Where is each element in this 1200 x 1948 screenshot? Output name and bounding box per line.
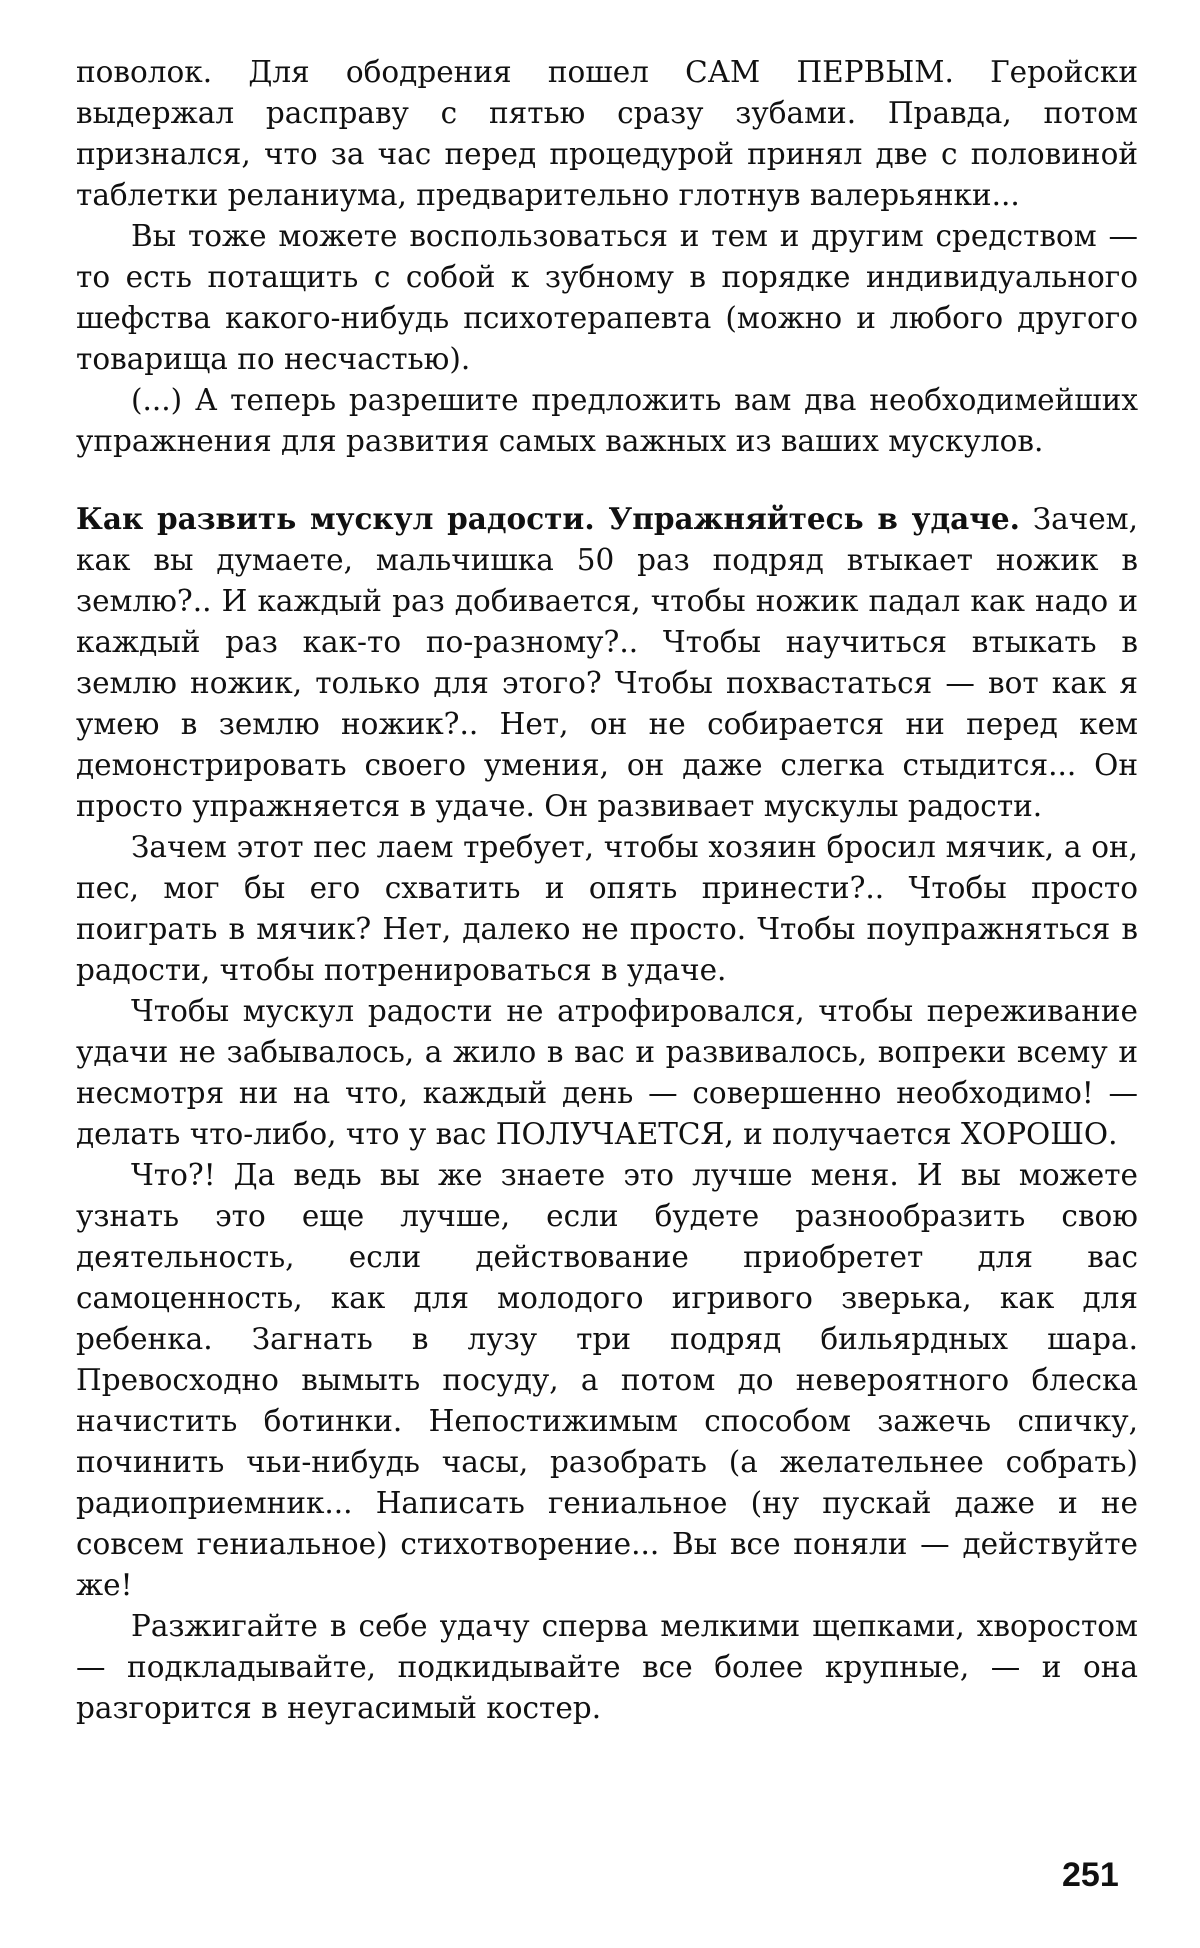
section-lead-text: Зачем, как вы думаете, мальчишка 50 раз подряд втыкает ножик в землю?.. И каждый раз добивается, чтобы ножик падал как надо и каждый раз как-то по-разному?.. Чтобы научиться втыкать в землю ножик, только для этого? Чтобы похвастаться — вот как я умею в землю ножик?.. Нет, он не собирается ни перед кем демонстрировать своего умения, он даже слегка стыдится... Он просто упражняется в удаче. Он развивает мускулы радости. xyxy=(76,502,1138,823)
section-paragraph-4: Разжигайте в себе удачу сперва мелкими щепками, хворостом — подкладывайте, подкидывайте все более крупные, — и она разгорится в неугасимый костер. xyxy=(76,1609,1138,1725)
paragraph-1: поволок. Для ободрения пошел САМ ПЕРВЫМ. Геройски выдержал расправу с пятью сразу зубами. Правда, потом признался, что за час перед процедурой принял две с половиной таблетки реланиума, предварительно глотнув валерьянки... xyxy=(76,55,1138,212)
paragraph-2: Вы тоже можете воспользоваться и тем и другим средством — то есть потащить с собой к зубному в порядке индивидуального шефства какого-нибудь психотерапевта (можно и любого другого товарища по несчастью). xyxy=(76,219,1138,376)
section-paragraph-1: Зачем этот пес лаем требует, чтобы хозяин бросил мячик, а он, пес, мог бы его схватить и опять принести?.. Чтобы просто поиграть в мячик? Нет, далеко не просто. Чтобы поупражняться в радости, чтобы потренироваться в удаче. xyxy=(76,830,1138,987)
section-heading: Как развить мускул радости. Упражняйтесь в удаче. xyxy=(76,501,1020,536)
section-paragraph-3: Что?! Да ведь вы же знаете это лучше меня. И вы можете узнать это еще лучше, если будете разнообразить свою деятельность, если действование приобретет для вас самоценность, как для молодого игривого зверька, как для ребенка. Загнать в лузу три подряд бильярдных шара. Превосходно вымыть посуду, а потом до невероятного блеска начистить ботинки. Непостижимым способом зажечь спичку, починить чьи-нибудь часы, разобрать (а желательнее собрать) радиоприемник... Написать гениальное (ну пускай даже и не совсем гениальное) стихотворение... Вы все поняли — действуйте же! xyxy=(76,1158,1138,1602)
section-lead-paragraph xyxy=(76,498,1138,827)
paragraph-3: (...) А теперь разрешите предложить вам два необходимейших упражнения для развития самых важных из ваших мускулов. xyxy=(76,383,1138,458)
section-paragraph-2: Чтобы мускул радости не атрофировался, чтобы переживание удачи не забывалось, а жило в вас и развивалось, вопреки всему и несмотря ни на что, каждый день — совершенно необходимо! — делать что-либо, что у вас ПОЛУЧАЕТСЯ, и получается ХОРОШО. xyxy=(76,994,1138,1151)
book-page-text xyxy=(76,52,1138,1729)
page-number: 251 xyxy=(1062,1856,1119,1894)
